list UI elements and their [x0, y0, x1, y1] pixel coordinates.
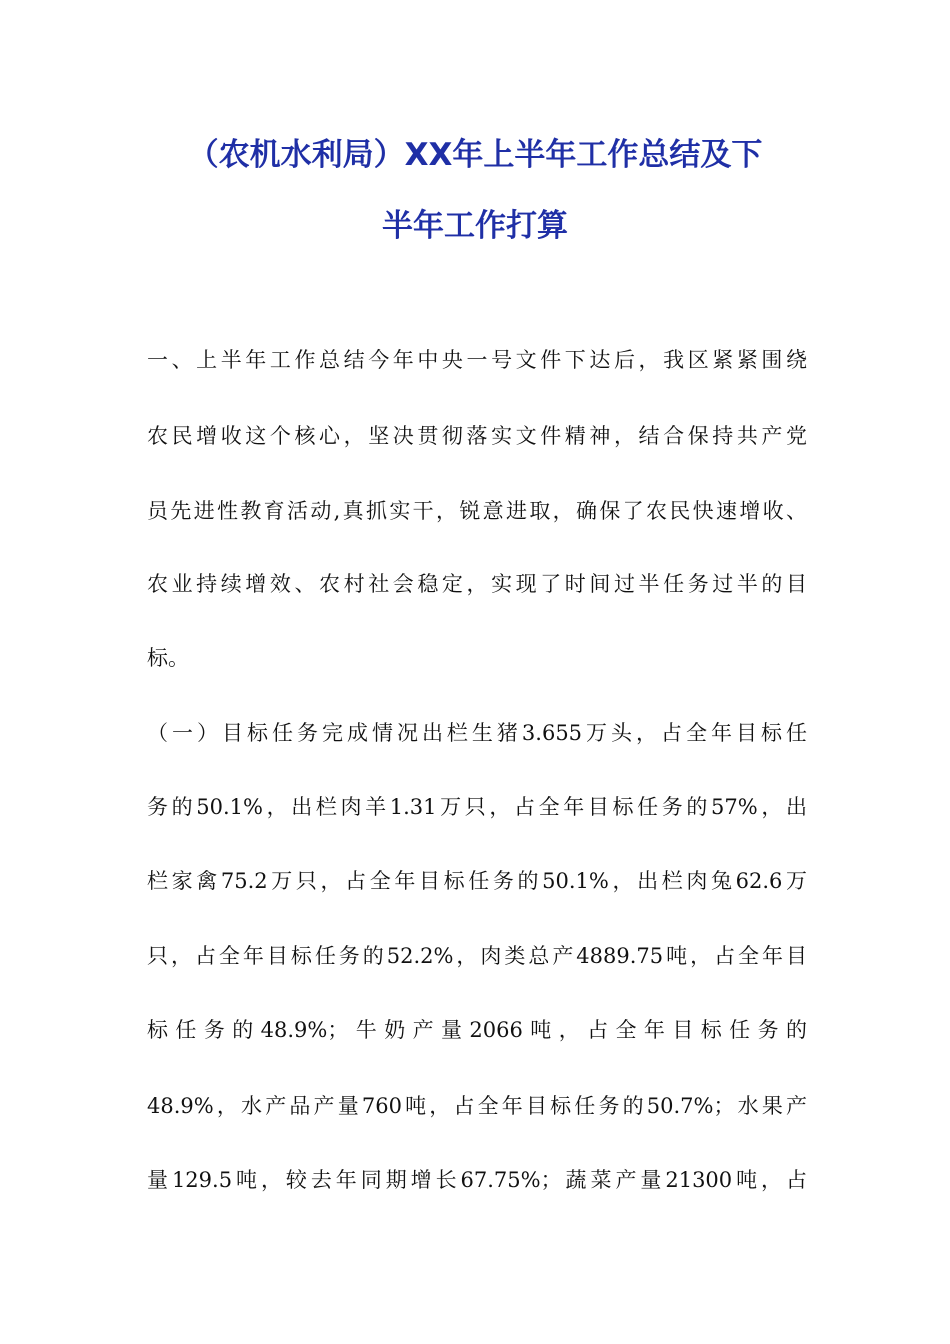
document-title-line-2: 半年工作打算 [382, 208, 568, 244]
body-line-2: 农民增收这个核心，坚决贯彻落实文件精神，结合保持共产党 [147, 424, 807, 448]
body-line-11: 48.9%，水产品产量760吨，占全年目标任务的50.7%；水果产 [147, 1094, 807, 1118]
body-line-3: 员先进性教育活动,真抓实干，锐意进取，确保了农民快速增收、 [147, 499, 807, 523]
body-line-6: （一）目标任务完成情况出栏生猪3.655万头，占全年目标任 [147, 721, 807, 745]
body-line-9: 只，占全年目标任务的52.2%，肉类总产4889.75吨，占全年目 [147, 944, 807, 968]
body-line-12: 量129.5吨，较去年同期增长67.75%；蔬菜产量21300吨，占 [147, 1168, 807, 1192]
document-title-line-1: （农机水利局）XX年上半年工作总结及下 [187, 137, 763, 173]
body-line-5: 标。 [147, 646, 189, 670]
body-line-8: 栏家禽75.2万只，占全年目标任务的50.1%，出栏肉兔62.6万 [147, 869, 807, 893]
body-line-7: 务的50.1%，出栏肉羊1.31万只，占全年目标任务的57%，出 [147, 795, 807, 819]
body-line-1: 一、上半年工作总结今年中央一号文件下达后，我区紧紧围绕 [147, 348, 807, 372]
body-line-4: 农业持续增效、农村社会稳定，实现了时间过半任务过半的目 [147, 572, 807, 596]
body-line-10: 标任务的48.9%；牛奶产量2066吨，占全年目标任务的 [147, 1018, 807, 1042]
